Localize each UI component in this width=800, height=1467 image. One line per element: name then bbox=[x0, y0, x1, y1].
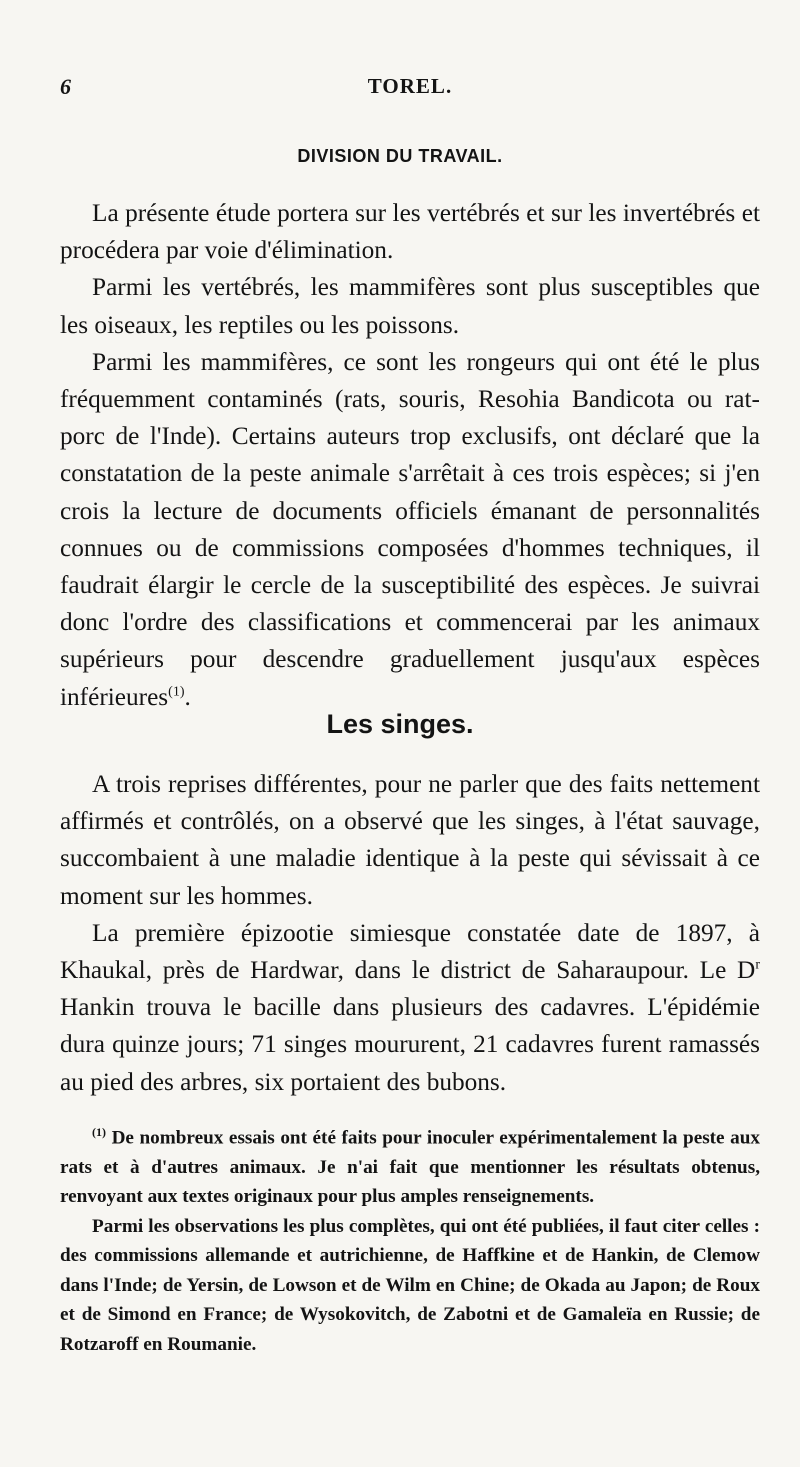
paragraph-text: La première épizootie simiesque constatée date de 1897, à Khaukal, près de Hardwar, dans le district de Saharaupour. Le D bbox=[60, 918, 760, 985]
footnote: Parmi les observations les plus complètes, qui ont été publiées, il faut citer celles : des commissions allemande et autrichienne, de Haffkine et de Hankin, de Clemow dans l'Inde; de Yersin, de Lowson et de Wilm en Chine; de Okada au Japon; de Roux et de Simond en France; de Wysokovitch, de Zabotni et de Gamaleïa en Russie; de Rotzaroff en Roumanie. bbox=[60, 1215, 760, 1355]
paragraph bbox=[60, 915, 760, 1101]
footnotes bbox=[60, 1118, 760, 1359]
intro-text bbox=[60, 195, 760, 716]
page-header bbox=[60, 74, 760, 104]
paragraph: Parmi les vertébrés, les mammifères sont plus susceptibles que les oiseaux, les reptiles ou les poissons. bbox=[60, 273, 760, 339]
chapter-title: Les singes. bbox=[326, 709, 474, 739]
paragraph: La présente étude portera sur les vertébrés et sur les invertébrés et procédera par voie d'élimination. bbox=[60, 199, 760, 265]
footnote bbox=[60, 1118, 760, 1212]
footnote-text: De nombreux essais ont été faits pour inoculer expérimentalement la peste aux rats et à d'autres animaux. Je n'ai fait que mentionner les résultats obtenus, renvoyant aux textes originaux pour plus amples renseignements. bbox=[60, 1127, 760, 1208]
running-title: TOREL. bbox=[367, 74, 453, 98]
section-title: DIVISION DU TRAVAIL. bbox=[297, 146, 503, 166]
paragraph-text-cont: Hankin trouva le bacille dans plusieurs des cadavres. L'épidémie dura quinze jours; 71 singes moururent, 21 cadavres furent ramassés au pied des arbres, six portaient des bubons. bbox=[60, 993, 760, 1096]
paragraph-text: Parmi les mammifères, ce sont les rongeurs qui ont été le plus fréquemment contaminés (rats, souris, Resohia Bandicota ou rat-porc de l'Inde). Certains auteurs trop exclusifs, ont déclaré que la constatation de la peste animale s'arrêtait à ces trois espèces; si j'en crois la lecture de documents officiels émanant de personnalités connues ou de commissions composées d'hommes techniques, il faudrait élargir le cercle de la susceptibilité des espèces. Je suivrai donc l'ordre des classifications et commencerai par les animaux supérieurs pour descendre graduellement jusqu'aux espèces inférieures bbox=[60, 347, 760, 711]
paragraph: Parmi les mammifères, ce sont les rongeurs qui ont été le plus fréquemment contaminés (rats, souris, Resohia Bandicota ou rat-porc de l'Inde). Certains auteurs trop exclusifs, ont déclaré que la constatation de la peste animale s'arrêtait à ces trois espèces; si j'en crois la lecture de documents officiels émanant de personnalités connues ou de commissions composées d'hommes techniques, il faudrait élargir le cercle de la susceptibilité des espèces. Je suivrai donc l'ordre des classifications et commencerai par les animaux supérieurs pour descendre graduellement jusqu'aux espèces inférieures$^{(1)}$. bbox=[60, 347, 760, 711]
doctor-abbrev-sup: r bbox=[755, 957, 760, 973]
page-number: 6 bbox=[60, 74, 71, 99]
paragraph: A trois reprises différentes, pour ne parler que des faits nettement affirmés et contrôlés, on a observé que les singes, à l'état sauvage, succombaient à une maladie identique à la peste qui sévissait à ce moment sur les hommes. bbox=[60, 770, 760, 910]
footnote-reference: (1) bbox=[168, 684, 185, 700]
footnote-marker: (1) bbox=[92, 1125, 106, 1139]
singes-text bbox=[60, 766, 760, 1101]
